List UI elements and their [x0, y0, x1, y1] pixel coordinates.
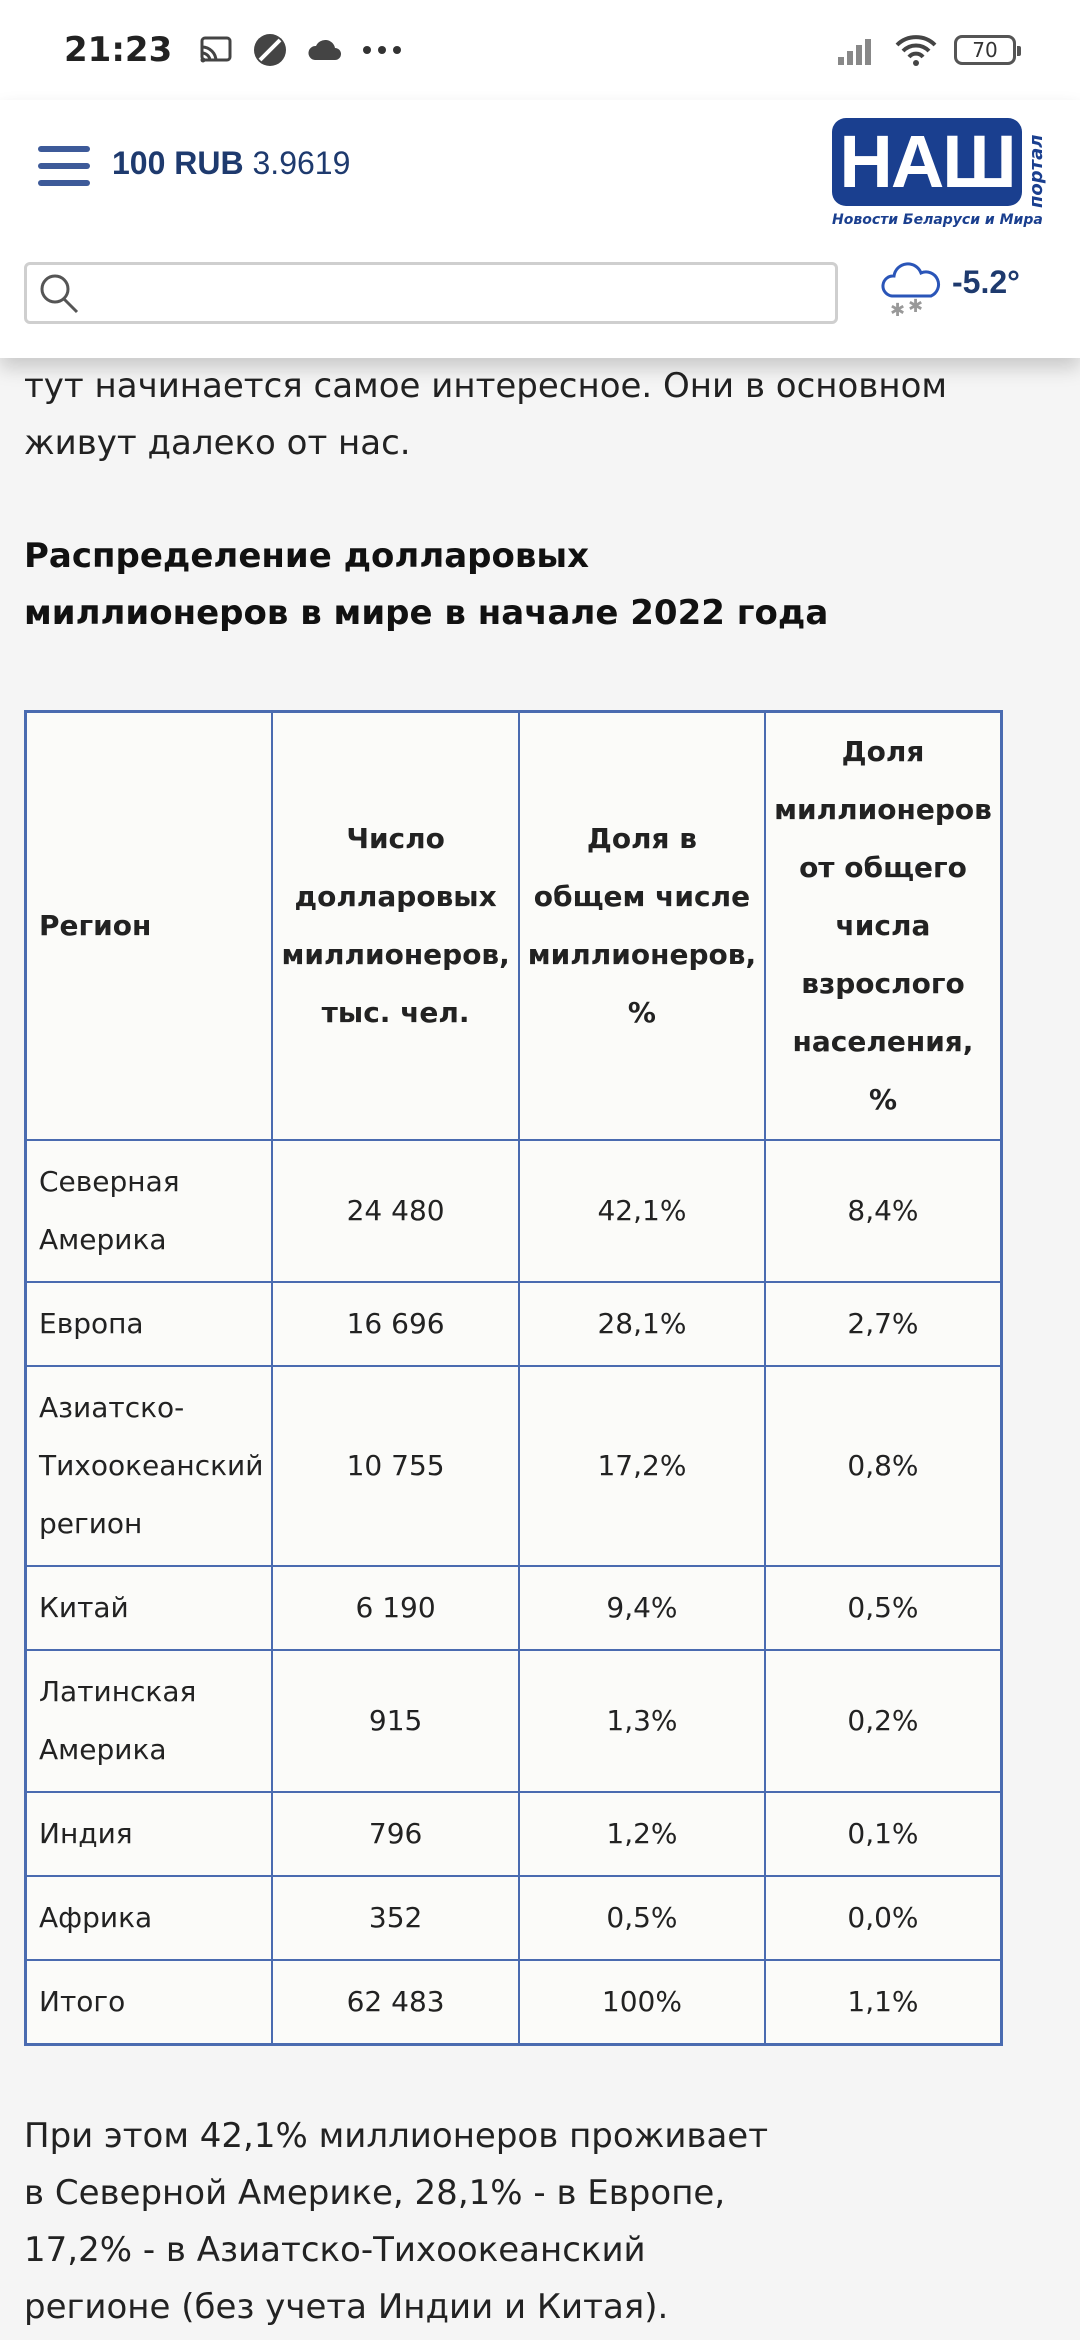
table-row-total [26, 1960, 1002, 2045]
table-header-row [26, 712, 1002, 1141]
snow-cloud-icon [878, 252, 948, 322]
cell-count: 915 [272, 1650, 518, 1792]
table-row [26, 1140, 1002, 1282]
cell-share: 100% [519, 1960, 765, 2045]
table-row [26, 1566, 1002, 1650]
cell-share: 0,5% [519, 1876, 765, 1960]
search-box[interactable] [24, 262, 838, 324]
cell-share: 9,4% [519, 1566, 765, 1650]
weather-widget[interactable] [878, 252, 1058, 332]
logo-text: НАШ [832, 118, 1022, 206]
cell-region: Итого [26, 1960, 273, 2045]
cell-share-population: 8,4% [765, 1140, 1001, 1282]
search-input[interactable] [91, 268, 835, 318]
cell-region: Азиатско-Тихоокеанский регион [26, 1366, 273, 1566]
cell-region: Китай [26, 1566, 273, 1650]
cast-icon [198, 35, 234, 65]
currency-rate[interactable] [112, 145, 350, 182]
hamburger-line [38, 180, 90, 186]
cell-count: 10 755 [272, 1366, 518, 1566]
cell-region: Европа [26, 1282, 273, 1366]
signal-icon [836, 35, 878, 65]
cell-count: 16 696 [272, 1282, 518, 1366]
hamburger-line [38, 163, 90, 169]
cell-share-population: 2,7% [765, 1282, 1001, 1366]
svg-text:✱: ✱ [890, 300, 906, 321]
table-row [26, 1792, 1002, 1876]
header-share: Доля в общем числе миллионеров, % [519, 712, 765, 1141]
weather-temperature: -5.2° [952, 264, 1020, 300]
cell-region: Латинская Америка [26, 1650, 273, 1792]
cell-count: 352 [272, 1876, 518, 1960]
table-row [26, 1366, 1002, 1566]
logo-side-text: портал [1026, 134, 1047, 208]
more-icon [362, 45, 402, 55]
no-disturb-icon [252, 32, 288, 68]
currency-value: 3.9619 [252, 145, 351, 181]
cell-share-population: 0,2% [765, 1650, 1001, 1792]
table-heading: Распределение долларовых миллионеров в мире в начале 2022 года [24, 536, 829, 633]
article-body [24, 358, 1064, 2336]
cell-share: 17,2% [519, 1366, 765, 1566]
header-count: Число долларовых миллионеров, тыс. чел. [272, 712, 518, 1141]
wifi-icon [894, 33, 938, 67]
millionaires-table [24, 710, 1003, 2046]
cell-share: 1,2% [519, 1792, 765, 1876]
site-logo[interactable] [830, 116, 1050, 246]
battery-icon [954, 35, 1016, 65]
article-outro-paragraph: При этом 42,1% миллионеров проживает в Северной Америке, 28,1% - в Европе, 17,2% - в Азиатско-Тихоокеанский регионе (без учета Индии и Китая). [24, 2116, 769, 2327]
cell-region: Индия [26, 1792, 273, 1876]
search-icon[interactable] [37, 271, 81, 315]
article-intro-paragraph: тут начинается самое интересное. Они в основном живут далеко от нас. [24, 366, 948, 463]
cell-count: 6 190 [272, 1566, 518, 1650]
cell-share-population: 0,5% [765, 1566, 1001, 1650]
cell-count: 24 480 [272, 1140, 518, 1282]
cell-count: 62 483 [272, 1960, 518, 2045]
cell-share: 42,1% [519, 1140, 765, 1282]
status-icons-left [198, 32, 402, 68]
cell-share-population: 0,8% [765, 1366, 1001, 1566]
site-header [0, 100, 1080, 358]
status-time: 21:23 [64, 30, 173, 70]
cloud-icon [306, 36, 344, 64]
cell-region: Северная Америка [26, 1140, 273, 1282]
cell-share-population: 1,1% [765, 1960, 1001, 2045]
hamburger-icon [38, 146, 90, 152]
logo-subtitle: Новости Беларуси и Мира [832, 212, 1043, 228]
menu-button[interactable] [38, 146, 90, 186]
table-row [26, 1876, 1002, 1960]
header-region: Регион [26, 712, 273, 1141]
cell-region: Африка [26, 1876, 273, 1960]
status-bar [0, 0, 1080, 100]
cell-share-population: 0,1% [765, 1792, 1001, 1876]
cell-share: 1,3% [519, 1650, 765, 1792]
battery-level: 70 [972, 38, 998, 62]
table-row [26, 1650, 1002, 1792]
currency-label: 100 RUB [112, 145, 244, 181]
svg-text:✱: ✱ [908, 296, 924, 317]
header-share-population: Доля миллионеров от общего числа взрослого населения, % [765, 712, 1001, 1141]
table-row [26, 1282, 1002, 1366]
cell-share-population: 0,0% [765, 1876, 1001, 1960]
cell-share: 28,1% [519, 1282, 765, 1366]
status-icons-right [836, 33, 1016, 67]
cell-count: 796 [272, 1792, 518, 1876]
